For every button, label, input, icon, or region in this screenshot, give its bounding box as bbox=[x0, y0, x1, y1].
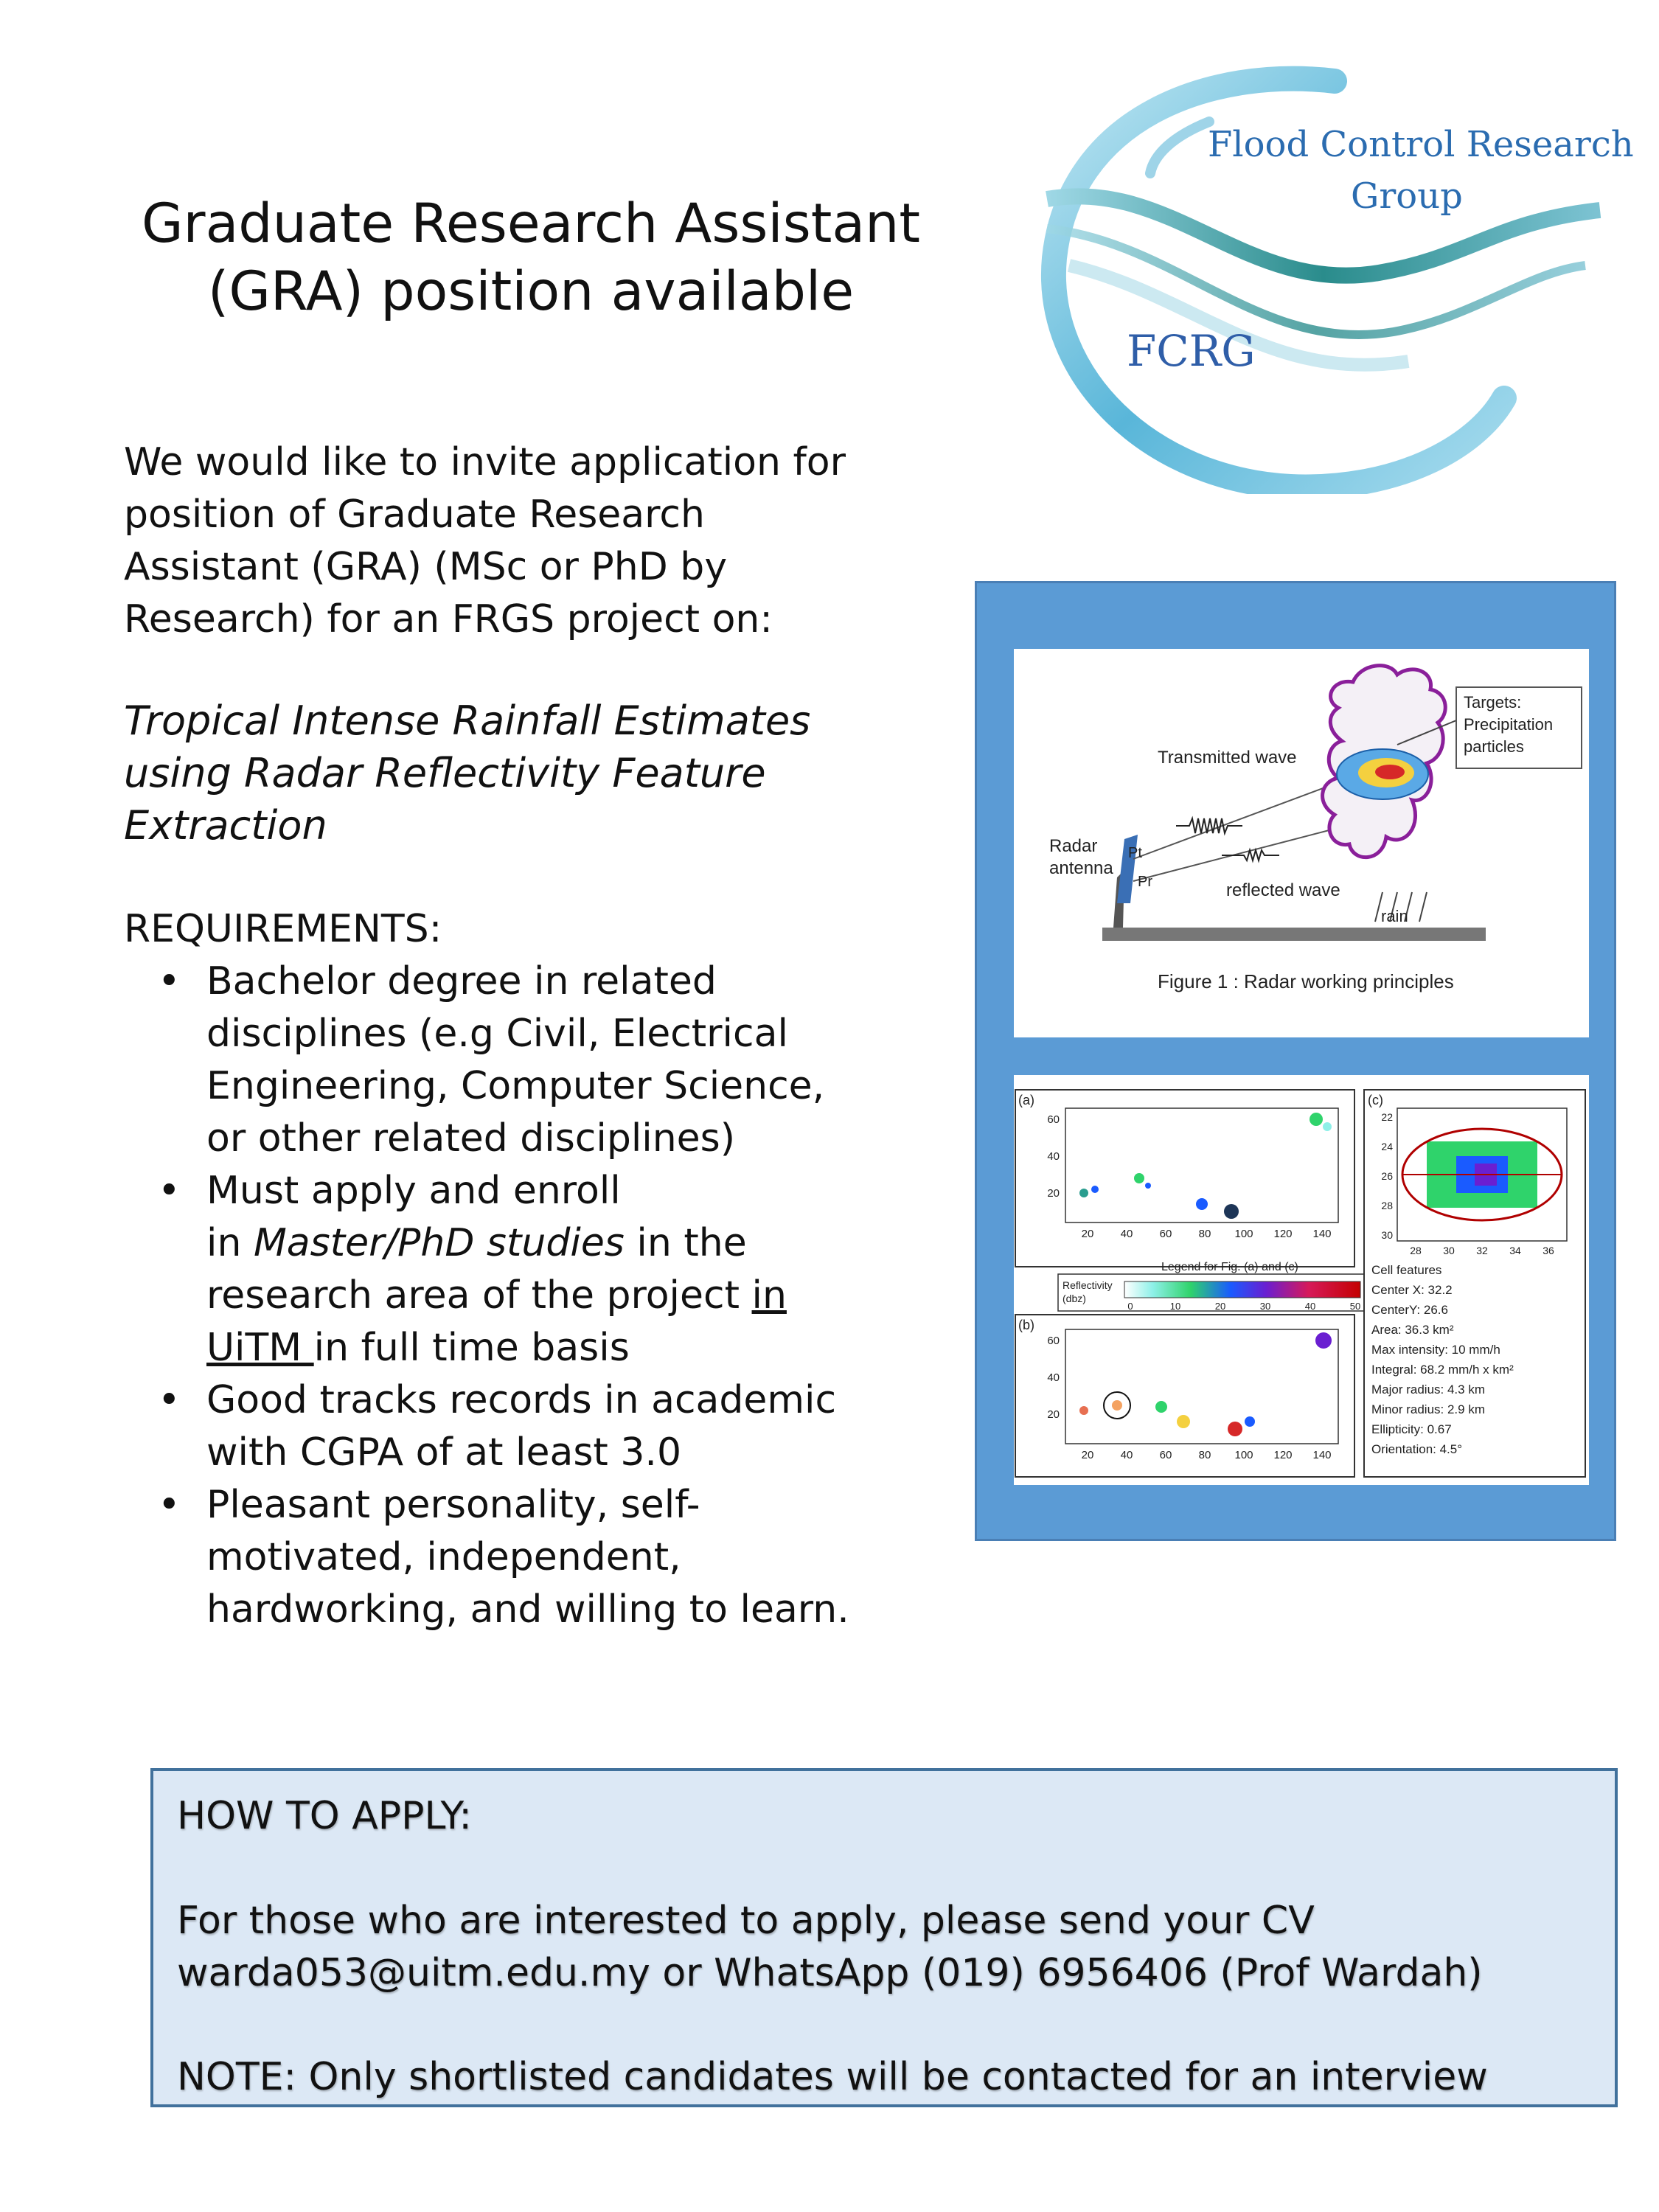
panel-b-x-tick: 60 bbox=[1159, 1449, 1172, 1461]
cell-feature-line: Integral: 68.2 mm/h x km² bbox=[1371, 1363, 1514, 1377]
requirement-item-enroll bbox=[124, 1165, 935, 1374]
panel-c-x-tick: 30 bbox=[1443, 1245, 1455, 1256]
panel-c-y-tick: 30 bbox=[1381, 1229, 1393, 1241]
legend-tick: 10 bbox=[1169, 1301, 1181, 1312]
panel-b-x-tick: 40 bbox=[1120, 1449, 1133, 1461]
logo-name-line-2: Group bbox=[1351, 175, 1463, 217]
panel-a-x-tick: 80 bbox=[1198, 1228, 1211, 1240]
panel-a-y-tick: 60 bbox=[1047, 1113, 1060, 1126]
panel-c-label: (c) bbox=[1368, 1093, 1383, 1107]
antenna-label: antenna bbox=[1049, 858, 1113, 878]
requirement-line bbox=[206, 1217, 935, 1270]
uitm-underline: in bbox=[751, 1273, 787, 1318]
project-title-line: Tropical Intense Rainfall Estimates bbox=[124, 698, 811, 744]
requirements-list bbox=[124, 956, 935, 1636]
panel-b-frame bbox=[1015, 1315, 1354, 1477]
panel-b-x-tick: 120 bbox=[1273, 1449, 1293, 1461]
panel-b-x-tick: 80 bbox=[1198, 1449, 1211, 1461]
requirement-line: Engineering, Computer Science, bbox=[206, 1064, 825, 1108]
requirements-heading: REQUIREMENTS: bbox=[124, 907, 442, 951]
radar-principle-figure bbox=[1014, 649, 1589, 1037]
panel-b-y-tick: 40 bbox=[1047, 1371, 1060, 1384]
panel-b-x-tick: 20 bbox=[1081, 1449, 1094, 1461]
requirement-line bbox=[206, 1270, 935, 1322]
panel-a-x-tick: 120 bbox=[1273, 1228, 1293, 1240]
panel-a-x-tick: 20 bbox=[1081, 1228, 1094, 1240]
cell-feature-line: Ellipticity: 0.67 bbox=[1371, 1422, 1452, 1436]
bullet-icon: • bbox=[158, 959, 181, 1004]
cell-feature-line: Max intensity: 10 mm/h bbox=[1371, 1343, 1500, 1357]
intro-line: Assistant (GRA) (MSc or PhD by bbox=[124, 545, 728, 589]
logo-wave bbox=[1047, 196, 1600, 276]
panel-c-x-tick: 34 bbox=[1509, 1245, 1521, 1256]
panel-b-x-tick: 140 bbox=[1312, 1449, 1332, 1461]
panel-c-x-tick: 32 bbox=[1476, 1245, 1488, 1256]
cell-feature-line: Minor radius: 2.9 km bbox=[1371, 1402, 1485, 1416]
requirement-item-cgpa bbox=[124, 1374, 935, 1479]
requirement-text: research area of the project bbox=[206, 1273, 752, 1318]
panel-c-y-tick: 24 bbox=[1381, 1141, 1393, 1152]
panel-a-x-tick: 140 bbox=[1312, 1228, 1332, 1240]
cell-feature-line: Major radius: 4.3 km bbox=[1371, 1382, 1485, 1397]
targets-label-2: Precipitation bbox=[1464, 715, 1554, 734]
apply-contact: warda053@uitm.edu.my or WhatsApp (019) 6956406 (Prof Wardah) bbox=[177, 1951, 1483, 1995]
reflected-wave-icon bbox=[1222, 850, 1279, 860]
panel-a-y-tick: 40 bbox=[1047, 1150, 1060, 1163]
bullet-icon: • bbox=[158, 1378, 181, 1422]
figure1-caption: Figure 1 : Radar working principles bbox=[1158, 970, 1454, 992]
beam-lower bbox=[1133, 822, 1360, 881]
radar-label: Radar bbox=[1049, 836, 1098, 856]
cell-feature-line: CenterY: 26.6 bbox=[1371, 1303, 1448, 1317]
title-line-2: (GRA) position available bbox=[207, 260, 855, 323]
uitm-underline: UiTM bbox=[206, 1326, 314, 1370]
logo-abbreviation: FCRG bbox=[1127, 326, 1256, 376]
panel-b-label: (b) bbox=[1018, 1318, 1034, 1332]
legend-tick: 30 bbox=[1259, 1301, 1271, 1312]
requirement-line: or other related disciplines) bbox=[206, 1116, 736, 1161]
legend-tick: 0 bbox=[1127, 1301, 1133, 1312]
panel-c-cell bbox=[1402, 1129, 1562, 1220]
pt-label: Pt bbox=[1128, 845, 1142, 861]
transmitted-wave-label: Transmitted wave bbox=[1158, 748, 1297, 768]
panel-c-x-tick: 36 bbox=[1543, 1245, 1554, 1256]
requirement-line bbox=[206, 1322, 935, 1374]
cell-feature-line: Cell features bbox=[1371, 1263, 1442, 1277]
targets-label-3: particles bbox=[1464, 737, 1524, 756]
requirement-line: Pleasant personality, self- bbox=[206, 1483, 700, 1527]
requirement-line: motivated, independent, bbox=[206, 1535, 681, 1579]
legend-label-2: (dbz) bbox=[1062, 1293, 1086, 1304]
apply-note: NOTE: Only shortlisted candidates will be contacted for an interview bbox=[177, 2055, 1488, 2099]
legend-label-1: Reflectivity bbox=[1062, 1279, 1113, 1291]
panel-c-y-tick: 28 bbox=[1381, 1200, 1393, 1211]
requirement-line: Bachelor degree in related bbox=[206, 959, 717, 1004]
panel-a-frame bbox=[1015, 1090, 1354, 1267]
bullet-icon: • bbox=[158, 1483, 181, 1527]
page-title bbox=[88, 190, 973, 326]
ground-bar bbox=[1102, 928, 1486, 941]
panel-c-y-tick: 26 bbox=[1381, 1170, 1393, 1182]
requirement-item-degree bbox=[124, 956, 935, 1165]
cell-feature-line: Area: 36.3 km² bbox=[1371, 1323, 1454, 1337]
reflected-wave-label: reflected wave bbox=[1226, 880, 1340, 900]
intro-line: Research) for an FRGS project on: bbox=[124, 597, 773, 641]
title-line-1: Graduate Research Assistant bbox=[141, 192, 920, 255]
reflectivity-figure bbox=[1014, 1075, 1589, 1485]
legend-title: Legend for Fig. (a) and (c) bbox=[1161, 1261, 1298, 1273]
legend-colorbar bbox=[1124, 1281, 1360, 1298]
cell-feature-line: Center X: 32.2 bbox=[1371, 1283, 1453, 1297]
legend-tick: 20 bbox=[1214, 1301, 1226, 1312]
requirement-line: Must apply and enroll bbox=[206, 1169, 621, 1213]
rain-label: rain bbox=[1381, 907, 1408, 925]
intro-line: We would like to invite application for bbox=[124, 440, 846, 484]
requirement-line: hardworking, and willing to learn. bbox=[206, 1587, 849, 1632]
intro-paragraph bbox=[124, 437, 920, 646]
panel-c-x-tick: 28 bbox=[1410, 1245, 1422, 1256]
precip-echo-core bbox=[1375, 765, 1405, 779]
cell-feature-line: Orientation: 4.5° bbox=[1371, 1442, 1463, 1456]
project-title bbox=[124, 695, 935, 852]
intro-line: position of Graduate Research bbox=[124, 493, 705, 537]
requirement-text: in full time basis bbox=[313, 1326, 630, 1370]
requirement-text: in the bbox=[624, 1221, 747, 1265]
panel-b-x-tick: 100 bbox=[1234, 1449, 1253, 1461]
requirement-line: with CGPA of at least 3.0 bbox=[206, 1430, 682, 1475]
panel-c-y-tick: 22 bbox=[1381, 1111, 1393, 1123]
fcrg-logo bbox=[1025, 52, 1607, 494]
project-title-line: using Radar Reflectivity Feature bbox=[124, 750, 766, 796]
bullet-icon: • bbox=[158, 1169, 181, 1213]
apply-heading: HOW TO APPLY: bbox=[177, 1794, 472, 1838]
how-to-apply-box bbox=[150, 1768, 1618, 2107]
requirement-line: Good tracks records in academic bbox=[206, 1378, 837, 1422]
pr-label: Pr bbox=[1138, 874, 1152, 890]
studies-emphasis: Master/PhD studies bbox=[253, 1221, 625, 1265]
panel-b-y-tick: 60 bbox=[1047, 1335, 1060, 1347]
panel-a-x-tick: 100 bbox=[1234, 1228, 1253, 1240]
project-title-line: Extraction bbox=[124, 802, 327, 849]
panel-a-x-tick: 40 bbox=[1120, 1228, 1133, 1240]
legend-tick: 40 bbox=[1304, 1301, 1316, 1312]
requirement-line: disciplines (e.g Civil, Electrical bbox=[206, 1012, 788, 1056]
panel-a-y-tick: 20 bbox=[1047, 1187, 1060, 1200]
targets-label-1: Targets: bbox=[1464, 693, 1522, 712]
requirement-item-personality bbox=[124, 1479, 935, 1636]
panel-a-label: (a) bbox=[1018, 1093, 1034, 1107]
legend-tick: 50 bbox=[1349, 1301, 1361, 1312]
logo-name-line-1: Flood Control Research bbox=[1208, 124, 1634, 165]
requirement-text: in bbox=[206, 1221, 254, 1265]
panel-a-x-tick: 60 bbox=[1159, 1228, 1172, 1240]
panel-b-y-tick: 20 bbox=[1047, 1408, 1060, 1421]
apply-instructions: For those who are interested to apply, please send your CV bbox=[177, 1899, 1315, 1943]
